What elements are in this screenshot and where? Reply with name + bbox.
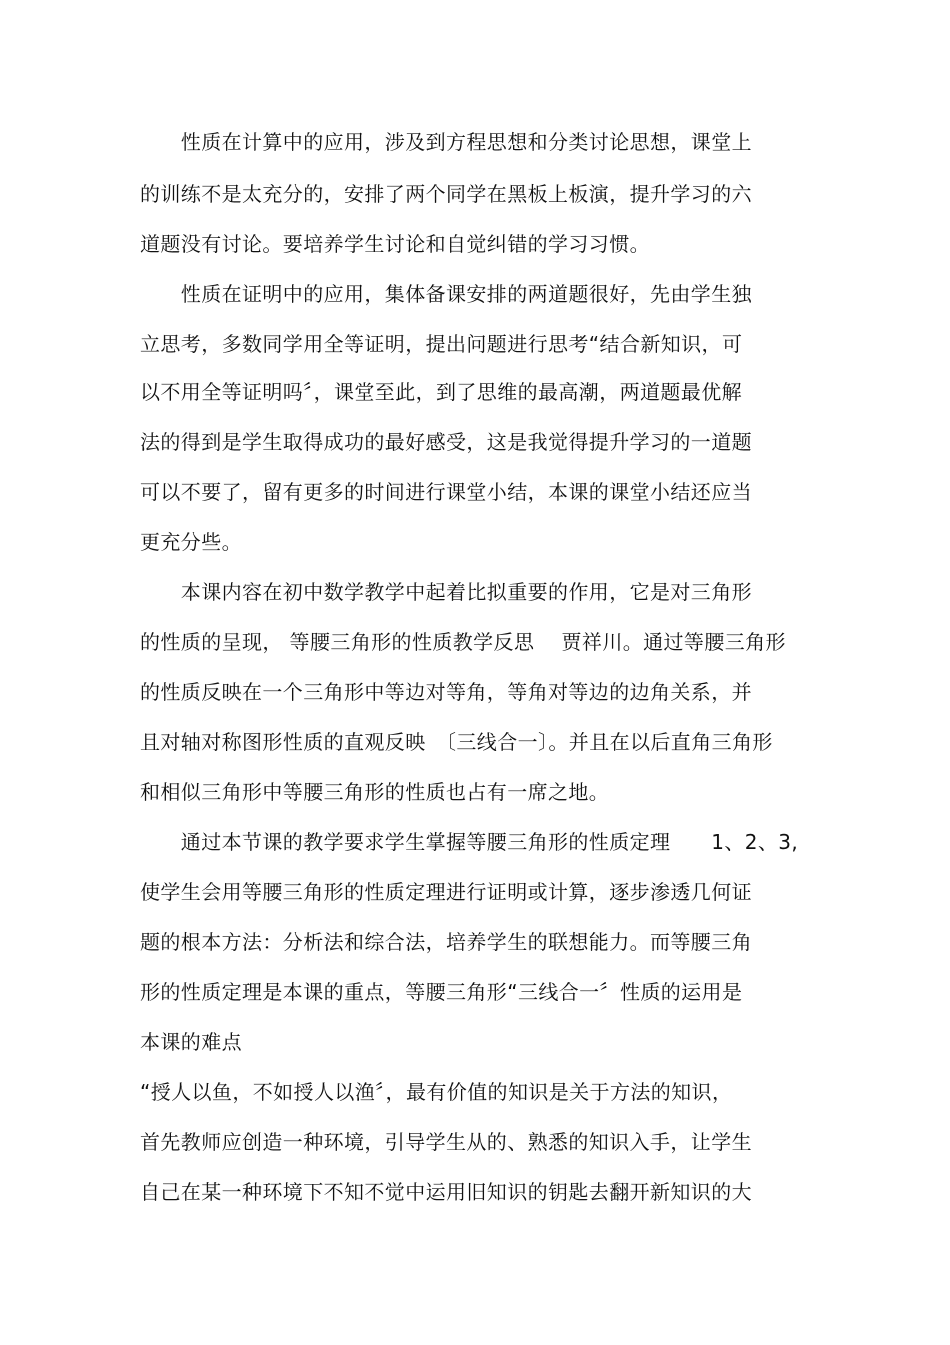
text-line: “授人以鱼，不如授人以渔〞，最有价值的知识是关于方法的知识， bbox=[140, 1080, 733, 1104]
text-line: 法的得到是学生取得成功的最好感受，这是我觉得提升学习的一道题 bbox=[140, 430, 752, 454]
text-line: 更充分些。 bbox=[140, 530, 242, 554]
text-line: 的性质反映在一个三角形中等边对等角，等角对等边的边角关系，并 bbox=[140, 680, 752, 704]
text-line: 通过本节课的教学要求学生掌握等腰三角形的性质定理 1、2、3, bbox=[140, 830, 799, 854]
text-line: 使学生会用等腰三角形的性质定理进行证明或计算，逐步渗透几何证 bbox=[140, 880, 752, 904]
text-line: 和相似三角形中等腰三角形的性质也占有一席之地。 bbox=[140, 780, 610, 804]
text-line: 首先教师应创造一种环境，引导学生从的、熟悉的知识入手，让学生 bbox=[140, 1130, 752, 1154]
text-line: 道题没有讨论。要培养学生讨论和自觉纠错的学习习惯。 bbox=[140, 232, 650, 256]
text-line: 本课内容在初中数学教学中起着比拟重要的作用，它是对三角形 bbox=[140, 580, 752, 604]
text-line: 以不用全等证明吗〞，课堂至此，到了思维的最高潮，两道题最优解 bbox=[140, 380, 742, 404]
text-line: 自己在某一种环境下不知不觉中运用旧知识的钥匙去翻开新知识的大 bbox=[140, 1180, 752, 1204]
text-line: 性质在证明中的应用，集体备课安排的两道题很好，先由学生独 bbox=[140, 282, 752, 306]
text-line: 题的根本方法：分析法和综合法，培养学生的联想能力。而等腰三角 bbox=[140, 930, 752, 954]
text-line: 的性质的呈现， 等腰三角形的性质教学反思 贾祥川。通过等腰三角形 bbox=[140, 630, 786, 654]
text-line: 且对轴对称图形性质的直观反映 〔三线合一〕。并且在以后直角三角形 bbox=[140, 730, 773, 754]
text-line: 形的性质定理是本课的重点，等腰三角形“三线合一〞性质的运用是 bbox=[140, 980, 743, 1004]
text-line: 立思考，多数同学用全等证明，提出问题进行思考“结合新知识，可 bbox=[140, 332, 743, 356]
text-line: 本课的难点 bbox=[140, 1030, 242, 1054]
text-line: 性质在计算中的应用，涉及到方程思想和分类讨论思想，课堂上 bbox=[140, 130, 752, 154]
text-line: 的训练不是太充分的，安排了两个同学在黑板上板演，提升学习的六 bbox=[140, 182, 752, 206]
text-line: 可以不要了，留有更多的时间进行课堂小结，本课的课堂小结还应当 bbox=[140, 480, 752, 504]
